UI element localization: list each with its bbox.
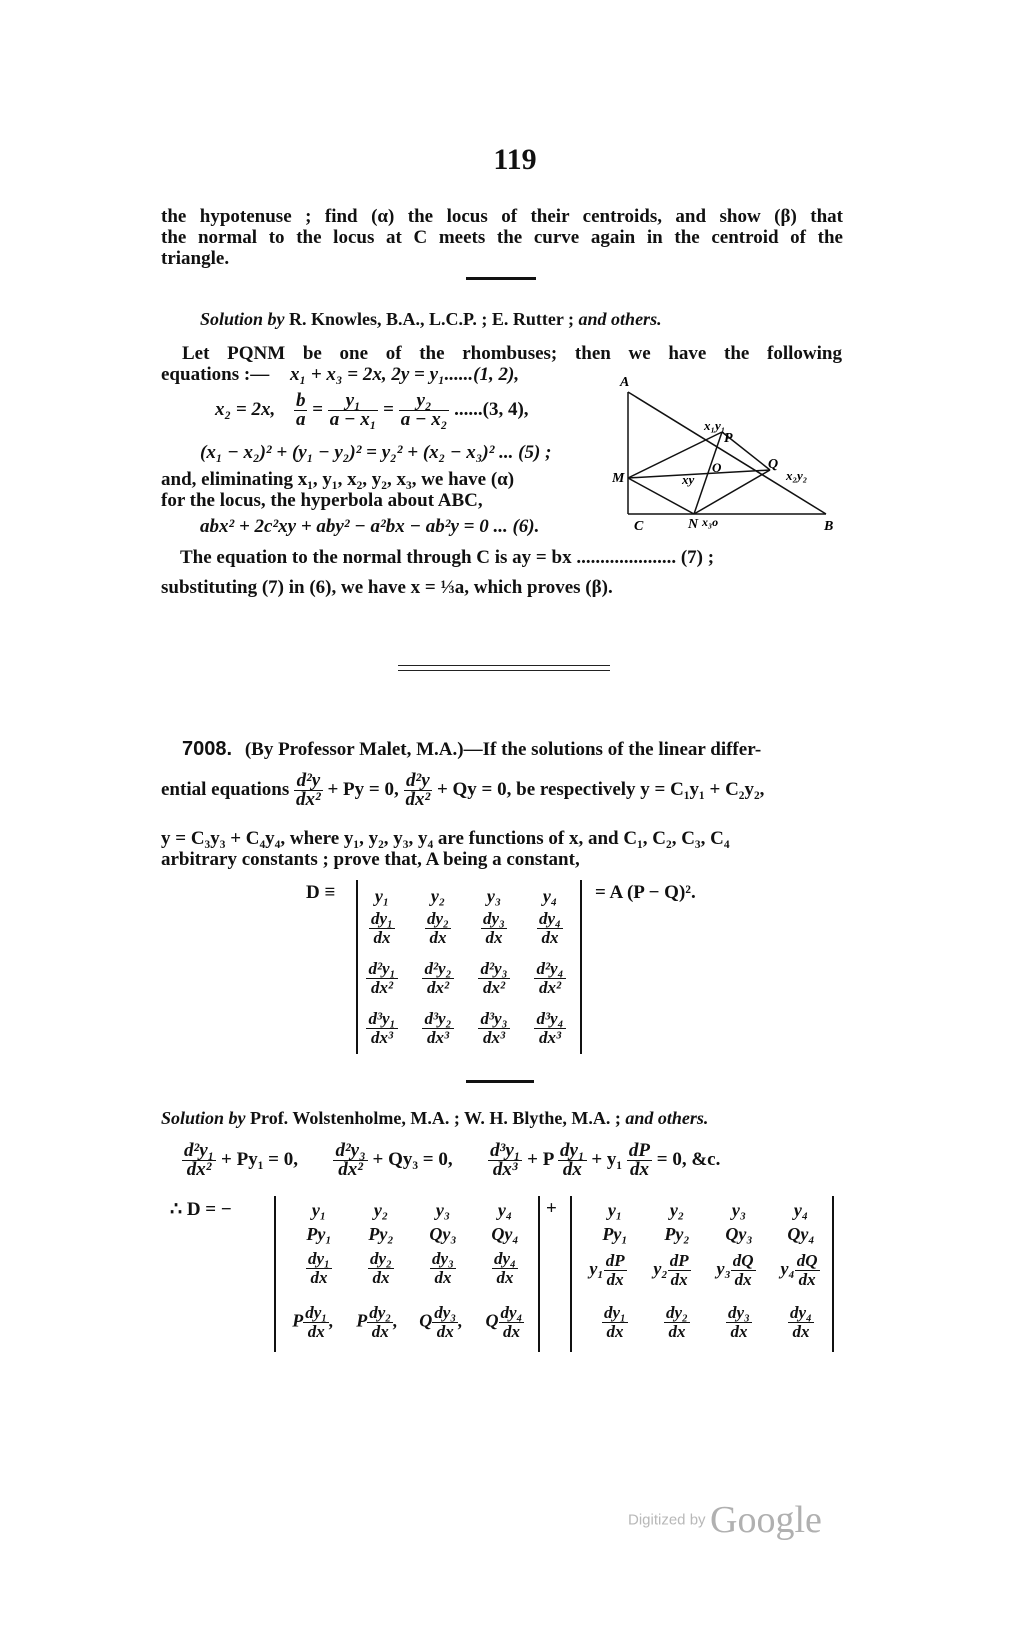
equations-label: equations :— <box>161 364 270 385</box>
det-r2-c4-num: dy₄ <box>539 909 561 928</box>
det-r4-c3-den: dx³ <box>482 1028 506 1047</box>
rdet-r4-c2-den: dx <box>668 1322 686 1341</box>
ldet-r3-c3-den: dx <box>434 1268 452 1287</box>
plus-sign: + <box>546 1198 557 1219</box>
rdet-r3-c2-num: dP <box>669 1251 689 1270</box>
eqC-f3-num: dP <box>628 1140 650 1161</box>
rdet-r2-c1: Py₁ <box>602 1224 628 1244</box>
solution1-authors: R. Knowles, B.A., L.C.P. ; E. Rutter ; <box>289 309 575 329</box>
ldet-r4-c4-pre: Q <box>485 1310 499 1331</box>
det-r4-c1-num: d³y₁ <box>368 1009 396 1028</box>
rdet-r1-c2: y₂ <box>669 1200 685 1220</box>
det-rhs: = A (P − Q)². <box>595 882 696 903</box>
eqC-f3-den: dx <box>629 1159 649 1180</box>
left-det-bar-right <box>538 1196 540 1352</box>
det-r3-c1-den: dx² <box>370 978 394 997</box>
d2y-den-2: dx² <box>405 789 431 810</box>
det-r3-c4-num: d²y₄ <box>536 959 564 978</box>
rdet-r3-c3-num: dQ <box>732 1251 754 1270</box>
eqC-num: d³y₁ <box>490 1140 521 1161</box>
determinant-grid <box>355 878 581 1058</box>
solution2-suffix: and others. <box>625 1108 709 1128</box>
rdet-r4-c2-num: dy₂ <box>666 1303 688 1322</box>
det-r1-c2: y₂ <box>430 886 446 906</box>
det-r2-c2-num: dy₂ <box>427 909 449 928</box>
ldet-r2-c2: Py₂ <box>368 1224 394 1244</box>
det-r2-c2-den: dx <box>429 928 447 947</box>
det-r2-c4-den: dx <box>541 928 559 947</box>
ldet-r3-c2-den: dx <box>372 1268 390 1287</box>
eq34-tag: ......(3, 4), <box>454 398 529 420</box>
rdet-r1-c1: y₁ <box>607 1200 623 1220</box>
det-r4-c3-num: d³y₃ <box>480 1009 508 1028</box>
rdet-r3-c3-den: dx <box>734 1270 752 1289</box>
solution2-prefix: Solution by <box>161 1108 246 1128</box>
right-determinant-grid <box>574 1196 830 1356</box>
left-det-bar-left <box>274 1196 276 1352</box>
figure-label-b: B <box>824 519 834 534</box>
figure-label-x1y1: x₁y₁ <box>704 418 726 433</box>
digitized-by-text: Digitized by <box>628 1511 706 1529</box>
intro-line-1: the hypotenuse ; find (α) the locus of their centroids, and show (β) that <box>161 206 843 227</box>
ldet-r1-c1: y₁ <box>311 1200 327 1220</box>
figure-label-xy: xy <box>682 472 695 487</box>
ldet-r3-c1-den: dx <box>310 1268 328 1287</box>
figure-label-o: O <box>712 460 722 475</box>
short-divider-1 <box>466 277 536 280</box>
rdet-r3-c1-pre: y₁ <box>589 1258 604 1279</box>
rdet-r4-c4-den: dx <box>792 1322 810 1341</box>
short-divider-2 <box>466 1080 534 1083</box>
equation-6: abx² + 2c²xy + aby² − a²bx − ab²y = 0 ... (6). <box>200 516 540 537</box>
equation-1-2: x₁ + x₃ = 2x, 2y = y₁......(1, 2), <box>289 364 520 385</box>
eqC-mid: + P <box>527 1148 554 1170</box>
ldet-r3-c1-num: dy₁ <box>308 1249 330 1268</box>
rdet-r1-c4: y₄ <box>793 1200 809 1220</box>
ldet-r1-c4: y₄ <box>497 1200 513 1220</box>
problem-7008-line2 <box>161 772 764 809</box>
det-r2-c1-den: dx <box>373 928 391 947</box>
eqC-f2-num: dy₁ <box>560 1140 585 1161</box>
ldet-r4-c2-den: dx <box>371 1322 389 1341</box>
ldet-r3-c3-num: dy₃ <box>432 1249 454 1268</box>
det-r3-c3-den: dx² <box>482 978 506 997</box>
det-r4-c1-den: dx³ <box>370 1028 394 1047</box>
ldet-r4-c1-num: dy₁ <box>305 1303 328 1322</box>
solution1-line1: Let PQNM be one of the rhombuses; then we have the following <box>182 343 842 364</box>
det-r1-c4: y₄ <box>542 886 558 906</box>
figure-diagonal-mq <box>628 470 770 478</box>
double-divider-top <box>398 665 610 666</box>
eq34-frac2-den: a − x₁ <box>329 409 377 430</box>
ldet-r3-c4-num: dy₄ <box>494 1249 516 1268</box>
eqB-num: d²y₃ <box>335 1140 366 1161</box>
figure-label-x3o: x₃o <box>702 515 719 529</box>
rdet-r4-c3-num: dy₃ <box>728 1303 750 1322</box>
eqA-num: d²y₁ <box>184 1140 215 1161</box>
therefore-label: ∴ D = − <box>170 1199 232 1220</box>
rdet-r3-c2-pre: y₂ <box>653 1258 668 1279</box>
det-r1-c1: y₁ <box>374 886 390 906</box>
eqA-den: dx² <box>186 1159 212 1180</box>
line2-prefix: ential equations <box>161 778 290 800</box>
rdet-r4-c1-num: dy₁ <box>604 1303 626 1322</box>
d2y-num-1: d²y <box>294 772 323 791</box>
rdet-r3-c4-pre: y₄ <box>780 1258 795 1279</box>
eq34-frac2-num: y₁ <box>328 392 379 411</box>
ldet-r2-c1: Py₁ <box>306 1224 332 1244</box>
ldet-r4-c1-den: dx <box>307 1322 325 1341</box>
solution2-equations <box>182 1142 720 1179</box>
figure-label-p: P <box>724 431 733 446</box>
ldet-r4-c3-num: dy₃ <box>434 1303 457 1322</box>
ldet-r1-c3: y₃ <box>435 1200 451 1220</box>
solution1-heading <box>200 309 662 330</box>
figure-rhombus-qn <box>694 470 770 514</box>
rdet-r3-c1-den: dx <box>606 1270 624 1289</box>
ldet-r1-c2: y₂ <box>373 1200 389 1220</box>
problem-7008-line3: y = C₃y₃ + C₄y₄, where y₁, y₂, y₃, y₄ are functions of x, and C₁, C₂, C₃, C₄ <box>161 828 730 849</box>
det-r4-c2-den: dx³ <box>426 1028 450 1047</box>
solution2-heading <box>161 1108 708 1129</box>
ldet-r4-c2-post: , <box>393 1310 398 1331</box>
det-lhs: D ≡ <box>306 882 336 903</box>
eq34-frac1-num: b <box>295 390 306 411</box>
det-r4-c4-num: d³y₄ <box>536 1009 564 1028</box>
figure-label-q: Q <box>768 457 779 472</box>
eq34-left: x₂ = 2x, <box>215 398 276 420</box>
problem-7008-line1 <box>182 738 761 761</box>
left-determinant-grid <box>278 1196 536 1356</box>
problem-number: 7008. <box>182 738 233 760</box>
ldet-r4-c2-pre: P <box>356 1310 368 1331</box>
rdet-r2-c4: Qy₄ <box>787 1224 815 1244</box>
page-number: 119 <box>493 143 537 176</box>
equation-5: (x₁ − x₂)² + (y₁ − y₂)² = y₂² + (x₂ − x₃)² ... (5) ; <box>200 442 552 463</box>
det-r2-c3-den: dx <box>485 928 503 947</box>
det-r4-c2-num: d³y₂ <box>424 1009 452 1028</box>
ldet-r4-c3-pre: Q <box>419 1310 433 1331</box>
ldet-r4-c1-pre: P <box>292 1310 304 1331</box>
line2-mid2: + Qy = 0, be respectively y = C₁y₁ + C₂y₂, <box>436 778 765 800</box>
eliminating-line-1: and, eliminating x₁, y₁, x₂, y₂, x₃, we have (α) <box>161 469 515 490</box>
figure-label-x2y2: x₂y₂ <box>786 468 808 483</box>
solution1-suffix: and others. <box>578 309 662 329</box>
rdet-r4-c3-den: dx <box>730 1322 748 1341</box>
eq34-frac1-den: a <box>295 409 306 430</box>
line2-mid1: + Py = 0, <box>327 778 399 800</box>
det-r3-c4-den: dx² <box>538 978 562 997</box>
rdet-r4-c1-den: dx <box>606 1322 624 1341</box>
det-r3-c3-num: d²y₃ <box>480 959 508 978</box>
det-r4-c4-den: dx³ <box>538 1028 562 1047</box>
ldet-r4-c3-post: , <box>458 1310 463 1331</box>
intro-paragraph <box>161 206 843 269</box>
rdet-r4-c4-num: dy₄ <box>790 1303 812 1322</box>
figure-label-n: N <box>688 517 699 532</box>
rdet-r3-c1-num: dP <box>605 1251 625 1270</box>
eqC-den: dx³ <box>492 1159 518 1180</box>
ldet-r2-c3: Qy₃ <box>429 1224 457 1244</box>
intro-line-3: triangle. <box>161 248 230 269</box>
rdet-r3-c2-den: dx <box>670 1270 688 1289</box>
double-divider-bottom <box>398 670 610 671</box>
det-r2-c3-num: dy₃ <box>483 909 505 928</box>
ldet-r3-c2-num: dy₂ <box>370 1249 392 1268</box>
figure-label-c: C <box>634 519 644 534</box>
eqC-end: = 0, &c. <box>656 1148 721 1170</box>
det-r3-c2-den: dx² <box>426 978 450 997</box>
figure-label-m: M <box>612 471 625 486</box>
normal-line: The equation to the normal through C is ay = bx ..................... (7) ; <box>180 547 715 568</box>
problem-7008-line4: arbitrary constants ; prove that, A being a constant, <box>161 849 580 870</box>
digitized-watermark <box>628 1498 822 1542</box>
det-r3-c2-num: d²y₂ <box>424 959 452 978</box>
ldet-r2-c4: Qy₄ <box>491 1224 519 1244</box>
google-logo: Google <box>710 1499 822 1541</box>
solution1-line2 <box>161 364 519 386</box>
eliminating-line-2: for the locus, the hyperbola about ABC, <box>161 490 483 511</box>
eq34-frac3-den: a − x₂ <box>400 409 448 430</box>
ldet-r4-c2-num: dy₂ <box>369 1303 392 1322</box>
eqC-f2-den: dx <box>562 1159 582 1180</box>
right-det-bar-right <box>832 1196 834 1352</box>
det-r3-c1-num: d²y₁ <box>368 959 396 978</box>
det-r2-c1-num: dy₁ <box>371 909 393 928</box>
rdet-r3-c4-num: dQ <box>796 1251 818 1270</box>
eqB-den: dx² <box>338 1159 363 1180</box>
eqB-rest: + Qy₃ = 0, <box>372 1148 453 1170</box>
equation-3-4: x₂ = 2x, $\frac{b}{a}$ = $\frac{\text{y₁}}{\text{a − x₁}}$ = $\frac{\text{y₂}}{\text{a − x₂}}$ ......(3, 4), <box>215 390 529 430</box>
eqA-rest: + Py₁ = 0, <box>221 1148 298 1170</box>
rdet-r2-c2: Py₂ <box>664 1224 690 1244</box>
rdet-r3-c4-den: dx <box>798 1270 816 1289</box>
ldet-r3-c4-den: dx <box>496 1268 514 1287</box>
substituting-line: substituting (7) in (6), we have x = ⅓a, which proves (β). <box>161 577 613 598</box>
intro-line-2: the normal to the locus at C meets the curve again in the centroid of the <box>161 227 843 248</box>
ldet-r4-c4-den: dx <box>502 1322 520 1341</box>
rdet-r1-c3: y₃ <box>731 1200 747 1220</box>
solution1-prefix: Solution by <box>200 309 285 329</box>
ldet-r4-c4-num: dy₄ <box>500 1303 523 1322</box>
rdet-r3-c3-pre: y₃ <box>716 1258 731 1279</box>
ldet-r4-c3-den: dx <box>436 1322 454 1341</box>
eqC-mid2: + y₁ <box>591 1148 623 1170</box>
solution2-authors: Prof. Wolstenholme, M.A. ; W. H. Blythe, M.A. ; <box>250 1108 621 1128</box>
figure-label-a: A <box>620 375 630 390</box>
rdet-r2-c3: Qy₃ <box>725 1224 753 1244</box>
right-det-bar-left <box>570 1196 572 1352</box>
rhombus-triangle-figure <box>612 374 842 534</box>
ldet-r4-c1-post: , <box>329 1310 334 1331</box>
d2y-num-2: d²y <box>404 772 433 791</box>
problem-7008-intro: (By Professor Malet, M.A.)—If the solutions of the linear differ- <box>244 739 762 760</box>
eq34-frac3-num: y₂ <box>399 392 450 411</box>
det-r1-c3: y₃ <box>486 886 502 906</box>
d2y-den-1: dx² <box>296 789 321 810</box>
